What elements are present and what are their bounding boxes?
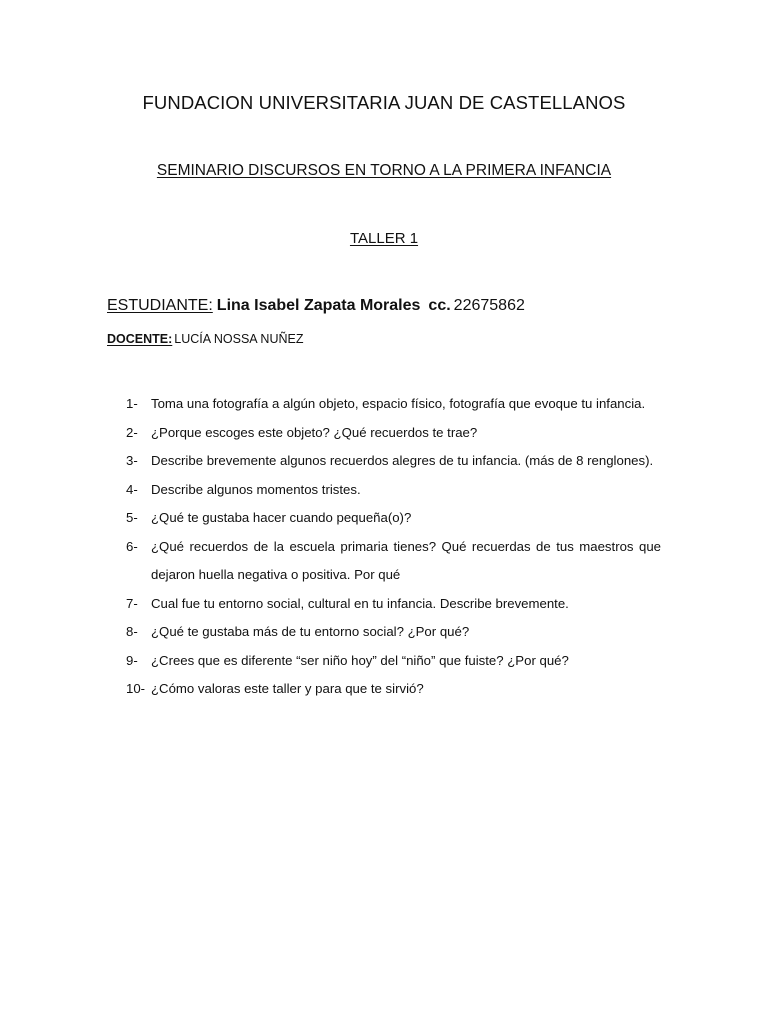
question-number: 7-: [126, 595, 138, 611]
question-item: [126, 618, 661, 647]
question-number: 6-: [126, 538, 138, 554]
question-item: [126, 504, 661, 533]
question-number: 2-: [126, 424, 138, 440]
teacher-name: LUCÍA NOSSA NUÑEZ: [174, 332, 304, 346]
question-text: Toma una fotografía a algún objeto, espacio físico, fotografía que evoque tu infancia.: [151, 396, 646, 411]
question-item: [126, 590, 661, 619]
seminar-title: SEMINARIO DISCURSOS EN TORNO A LA PRIMERA INFANCIA: [156, 162, 612, 179]
student-name: Lina Isabel Zapata Morales: [216, 297, 421, 314]
question-number: 10-: [126, 681, 146, 696]
teacher-line: [107, 332, 303, 346]
question-item: [126, 533, 661, 590]
question-item: [126, 476, 661, 505]
question-number: 1-: [126, 396, 138, 411]
question-item: [126, 419, 661, 448]
question-text: Cual fue tu entorno social, cultural en tu infancia. Describe brevemente.: [151, 595, 569, 611]
question-number: 8-: [126, 624, 138, 639]
question-item: [126, 647, 661, 676]
question-item: [126, 390, 661, 419]
teacher-label: DOCENTE:: [107, 332, 173, 346]
student-line: [107, 297, 525, 315]
cc-number: 22675862: [453, 297, 525, 314]
question-number: 3-: [126, 453, 138, 468]
question-text: ¿Crees que es diferente “ser niño hoy” del “niño” que fuiste? ¿Por qué?: [151, 652, 569, 668]
question-text: ¿Porque escoges este objeto? ¿Qué recuerdos te trae?: [151, 424, 478, 440]
cc-label: cc.: [428, 297, 451, 314]
question-list: [126, 390, 661, 704]
student-label: ESTUDIANTE:: [107, 297, 213, 314]
question-number: 9-: [126, 652, 138, 668]
question-text: ¿Qué te gustaba más de tu entorno social? ¿Por qué?: [151, 624, 470, 639]
question-item: [126, 447, 661, 476]
question-number: 4-: [126, 481, 138, 497]
question-number: 5-: [126, 510, 138, 525]
question-text: ¿Qué te gustaba hacer cuando pequeña(o)?: [151, 510, 412, 525]
question-text: ¿Cómo valoras este taller y para que te sirvió?: [151, 681, 424, 696]
workshop-title: TALLER 1: [349, 230, 419, 247]
question-text: Describe brevemente algunos recuerdos alegres de tu infancia. (más de 8 renglones).: [151, 453, 654, 468]
question-text: Describe algunos momentos tristes.: [151, 481, 361, 497]
question-text: ¿Qué recuerdos de la escuela primaria tienes? Qué recuerdas de tus maestros que dejaron huella negativa o positiva. Por qué: [151, 538, 661, 582]
question-item: [126, 675, 661, 704]
institution-title: FUNDACION UNIVERSITARIA JUAN DE CASTELLANOS: [142, 92, 626, 113]
